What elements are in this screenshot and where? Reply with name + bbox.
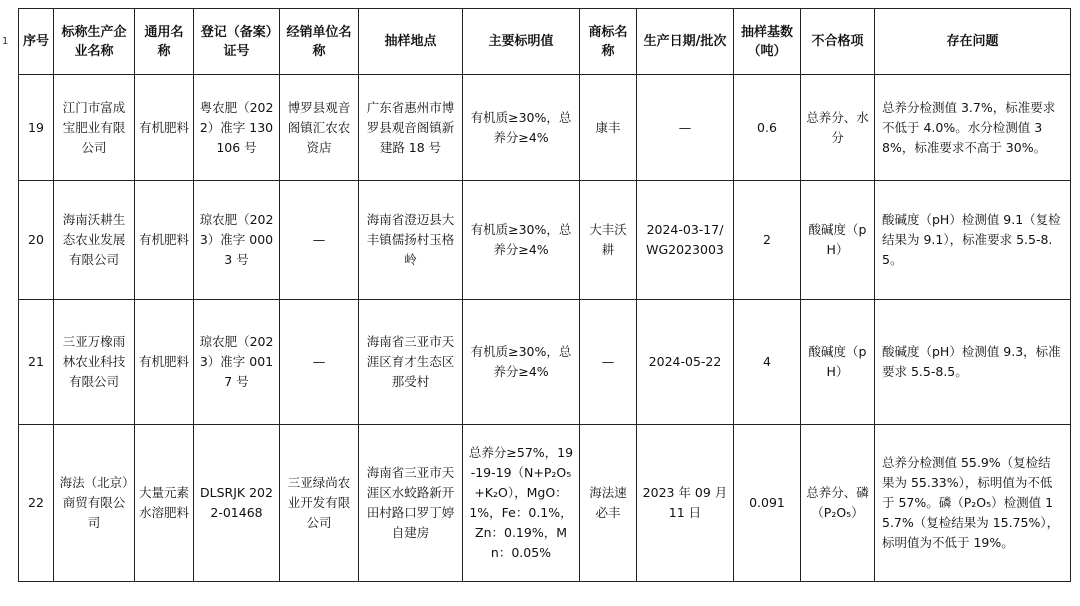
- header-issue: 存在问题: [875, 9, 1071, 75]
- cell-registration: 琼农肥（2023）准字 0017 号: [194, 300, 280, 425]
- cell-dealer: —: [280, 300, 359, 425]
- cell-claims: 有机质≥30%，总养分≥4%: [463, 181, 580, 300]
- cell-base: 2: [734, 181, 801, 300]
- cell-generic-name: 有机肥料: [135, 300, 194, 425]
- cell-generic-name: 大量元素水溶肥料: [135, 425, 194, 582]
- cell-brand: —: [580, 300, 637, 425]
- cell-fail-items: 总养分、水分: [801, 75, 875, 181]
- cell-claims: 总养分≥57%，19-19-19（N+P₂O₅+K₂O），MgO：1%，Fe：0.1%，Zn：0.19%，Mn：0.05%: [463, 425, 580, 582]
- table-row: [19, 425, 1071, 582]
- cell-date: 2024-03-17/WG2023003: [637, 181, 734, 300]
- cell-registration: DLSRJK 2022-01468: [194, 425, 280, 582]
- cell-brand: 康丰: [580, 75, 637, 181]
- cell-dealer: 博罗县观音阁镇汇农农资店: [280, 75, 359, 181]
- cell-location: 海南省澄迈县大丰镇儒扬村玉格岭: [359, 181, 463, 300]
- header-date: 生产日期/批次: [637, 9, 734, 75]
- cell-no: 20: [19, 181, 54, 300]
- header-dealer: 经销单位名称: [280, 9, 359, 75]
- cell-issue: 总养分检测值 3.7%，标准要求不低于 4.0%。水分检测值 38%，标准要求不高于 30%。: [875, 75, 1071, 181]
- cell-date: —: [637, 75, 734, 181]
- cell-brand: 海法速必丰: [580, 425, 637, 582]
- cell-generic-name: 有机肥料: [135, 75, 194, 181]
- header-generic-name: 通用名称: [135, 9, 194, 75]
- cell-company: 海法（北京）商贸有限公司: [54, 425, 135, 582]
- side-mark: 1: [2, 36, 9, 47]
- cell-dealer: —: [280, 181, 359, 300]
- cell-claims: 有机质≥30%，总养分≥4%: [463, 300, 580, 425]
- cell-no: 19: [19, 75, 54, 181]
- inspection-results-table: [18, 8, 1071, 582]
- cell-brand: 大丰沃耕: [580, 181, 637, 300]
- header-location: 抽样地点: [359, 9, 463, 75]
- cell-base: 0.091: [734, 425, 801, 582]
- header-no: 序号: [19, 9, 54, 75]
- table-row: [19, 300, 1071, 425]
- cell-base: 0.6: [734, 75, 801, 181]
- cell-fail-items: 酸碱度（pH）: [801, 181, 875, 300]
- cell-fail-items: 总养分、磷（P₂O₅）: [801, 425, 875, 582]
- header-claims: 主要标明值: [463, 9, 580, 75]
- cell-issue: 酸碱度（pH）检测值 9.3，标准要求 5.5-8.5。: [875, 300, 1071, 425]
- table-row: [19, 181, 1071, 300]
- cell-registration: 琼农肥（2023）准字 0003 号: [194, 181, 280, 300]
- cell-issue: 酸碱度（pH）检测值 9.1（复检结果为 9.1），标准要求 5.5-8.5。: [875, 181, 1071, 300]
- table-row: [19, 75, 1071, 181]
- header-registration: 登记（备案）证号: [194, 9, 280, 75]
- cell-location: 广东省惠州市博罗县观音阁镇新建路 18 号: [359, 75, 463, 181]
- cell-issue: 总养分检测值 55.9%（复检结果为 55.33%），标明值为不低于 57%。磷（P₂O₅）检测值 15.7%（复检结果为 15.75%），标明值为不低于 19%。: [875, 425, 1071, 582]
- cell-company: 三亚万橡雨林农业科技有限公司: [54, 300, 135, 425]
- cell-location: 海南省三亚市天涯区育才生态区那受村: [359, 300, 463, 425]
- cell-dealer: 三亚绿尚农业开发有限公司: [280, 425, 359, 582]
- cell-no: 22: [19, 425, 54, 582]
- header-brand: 商标名称: [580, 9, 637, 75]
- cell-date: 2024-05-22: [637, 300, 734, 425]
- cell-date: 2023 年 09 月 11 日: [637, 425, 734, 582]
- header-company: 标称生产企业名称: [54, 9, 135, 75]
- cell-claims: 有机质≥30%，总养分≥4%: [463, 75, 580, 181]
- header-base: 抽样基数（吨）: [734, 9, 801, 75]
- cell-fail-items: 酸碱度（pH）: [801, 300, 875, 425]
- cell-generic-name: 有机肥料: [135, 181, 194, 300]
- header-fail-items: 不合格项: [801, 9, 875, 75]
- cell-registration: 粤农肥（2022）准字 130106 号: [194, 75, 280, 181]
- table-header-row: [19, 9, 1071, 75]
- cell-base: 4: [734, 300, 801, 425]
- cell-company: 海南沃耕生态农业发展有限公司: [54, 181, 135, 300]
- cell-location: 海南省三亚市天涯区水蛟路新开田村路口罗丁婷自建房: [359, 425, 463, 582]
- cell-company: 江门市富成宝肥业有限公司: [54, 75, 135, 181]
- cell-no: 21: [19, 300, 54, 425]
